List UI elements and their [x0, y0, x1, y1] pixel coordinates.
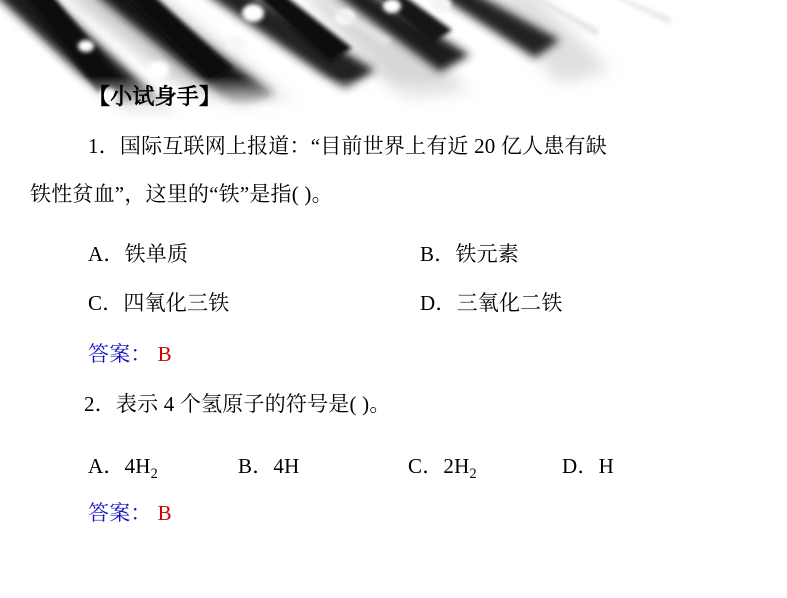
- question2-option-d-text: D．H: [562, 454, 614, 478]
- question2-stem-line1: 2．表示 4 个氢原子的符号是( )。: [84, 392, 391, 416]
- section-title: 【小试身手】: [88, 84, 222, 109]
- question1-option-d: D．三氧化二铁: [420, 291, 563, 315]
- question2-answer: [88, 497, 172, 527]
- question2-option-b: [238, 450, 299, 480]
- question1-option-c: C．四氧化三铁: [88, 291, 230, 315]
- question2-option-a-text: A．4H: [88, 454, 151, 478]
- question2-option-a: [88, 450, 158, 483]
- question2-answer-label: 答案：: [88, 501, 152, 525]
- question1-answer: [88, 338, 172, 368]
- question1-answer-label: 答案：: [88, 342, 152, 366]
- question1-stem-line1: 1．国际互联网上报道：“目前世界上有近 20 亿人患有缺: [88, 134, 607, 158]
- question1-answer-value: B: [157, 342, 172, 366]
- question2-option-a-subscript: 2: [150, 466, 158, 483]
- question2-option-d: [562, 450, 614, 480]
- question2-option-b-text: B．4H: [238, 454, 300, 478]
- question1-option-b: B．铁元素: [420, 242, 520, 266]
- question2-option-c-subscript: 2: [469, 466, 477, 483]
- question1-stem-line2: 铁性贫血”，这里的“铁”是指( )。: [30, 182, 333, 206]
- question1-option-a: A．铁单质: [88, 242, 189, 266]
- question2-answer-value: B: [157, 501, 172, 525]
- question2-option-c: [408, 450, 477, 483]
- question2-option-c-text: C．2H: [408, 454, 470, 478]
